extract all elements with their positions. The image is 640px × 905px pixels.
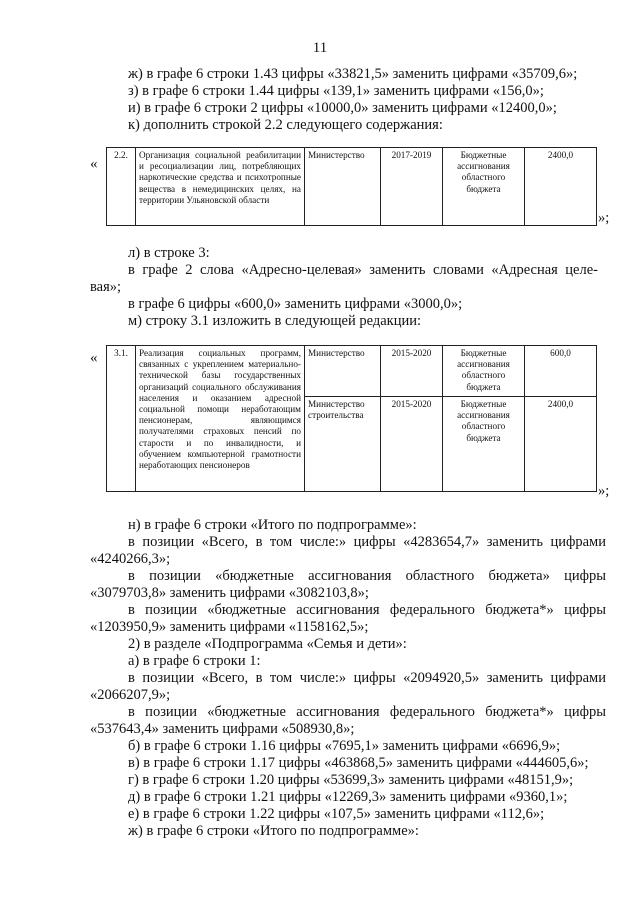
text-line: в) в графе 6 строки 1.17 цифры «463868,5» заменить цифрами «444605,6»; [128,755,589,771]
table1-open-quote: « [90,156,98,172]
text-line: б) в графе 6 строки 1.16 цифры «7695,1» заменить цифрами «6696,9»; [128,738,561,754]
measure-name: Реализация социальных программ, связанных с укреплением материально-технической базы государственных организаций социального обслуживания населения и оказанием адресной социальной помощи неработающим пенсионерам, являющимся получателями страховых пенсий по старости и по инвалидности, и обучением компьютерной грамотности неработающих пенсионеров [136,346,305,492]
amount: 600,0 [525,346,597,397]
measure-name: Организация социальной реабилитации и ресоциализации лиц, потребляющих наркотические средства и психотропные вещества в немедицинских целях, на территории Ульяновской области [136,148,305,226]
funding-source: Бюджетные ассигнования областного бюджета [443,346,525,397]
text-line: в позиции «Всего, в том числе:» цифры «4283654,7» заменить цифрами [128,534,606,550]
text-line: «1203950,9» заменить цифрами «1158162,5»; [90,619,369,635]
text-line: и) в графе 6 строки 2 цифры «10000,0» заменить цифрами «12400,0»; [128,100,557,116]
row-number: 2.2. [107,148,136,226]
text-line: вая»; [90,279,122,295]
text-line: г) в графе 6 строки 1.20 цифры «53699,3» заменить цифрами «48151,9»; [128,772,574,788]
table2-open-quote: « [90,350,98,366]
text-line: в графе 6 цифры «600,0» заменить цифрами «3000,0»; [128,296,463,312]
row-number: 3.1. [107,346,136,492]
page-number: 11 [312,40,328,56]
text-line: к) дополнить строкой 2.2 следующего содержания: [128,117,443,133]
text-line: «2066207,9»; [90,687,171,703]
executor: Министерство строительства [305,397,381,492]
text-line: д) в графе 6 строки 1.21 цифры «12269,3» заменить цифрами «9360,1»; [128,789,568,805]
text-line: е) в графе 6 строки 1.22 цифры «107,5» заменить цифрами «112,6»; [128,806,545,822]
table-row-3-1 [106,345,597,492]
text-line: н) в графе 6 строки «Итого по подпрограмме»: [128,517,417,533]
table-row-2-2 [106,147,597,226]
table1-close-quote: »; [598,210,610,226]
text-line: з) в графе 6 строки 1.44 цифры «139,1» заменить цифрами «156,0»; [128,83,544,99]
text-line: ж) в графе 6 строки 1.43 цифры «33821,5» заменить цифрами «35709,6»; [128,66,578,82]
text-line: «4240266,3»; [90,551,171,567]
text-line: в позиции «Всего, в том числе:» цифры «2094920,5» заменить цифрами [128,670,606,686]
text-line: м) строку 3.1 изложить в следующей редакции: [128,313,422,329]
years: 2015-2020 [381,397,443,492]
text-line: «3079703,8» заменить цифрами «3082103,8»; [90,585,369,601]
text-line: а) в графе 6 строки 1: [128,653,261,669]
amount: 2400,0 [525,148,597,226]
text-line: л) в строке 3: [128,245,210,261]
executor: Министерство [305,346,381,397]
funding-source: Бюджетные ассигнования областного бюджета [443,397,525,492]
funding-source: Бюджетные ассигнования областного бюджета [443,148,525,226]
text-line: в позиции «бюджетные ассигнования областного бюджета» цифры [128,568,606,584]
amount: 2400,0 [525,397,597,492]
text-line: ж) в графе 6 строки «Итого по подпрограмме»: [128,823,419,839]
text-line: «537643,4» заменить цифрами «508930,8»; [90,721,355,737]
text-line: в графе 2 слова «Адресно-целевая» заменить словами «Адресная целе- [128,262,598,278]
text-line: в позиции «бюджетные ассигнования федерального бюджета*» цифры [128,704,606,720]
years: 2017-2019 [381,148,443,226]
table2-close-quote: »; [598,483,610,499]
executor: Министерство [305,148,381,226]
text-line: в позиции «бюджетные ассигнования федерального бюджета*» цифры [128,602,606,618]
years: 2015-2020 [381,346,443,397]
text-line: 2) в разделе «Подпрограмма «Семья и дети»: [128,636,407,652]
